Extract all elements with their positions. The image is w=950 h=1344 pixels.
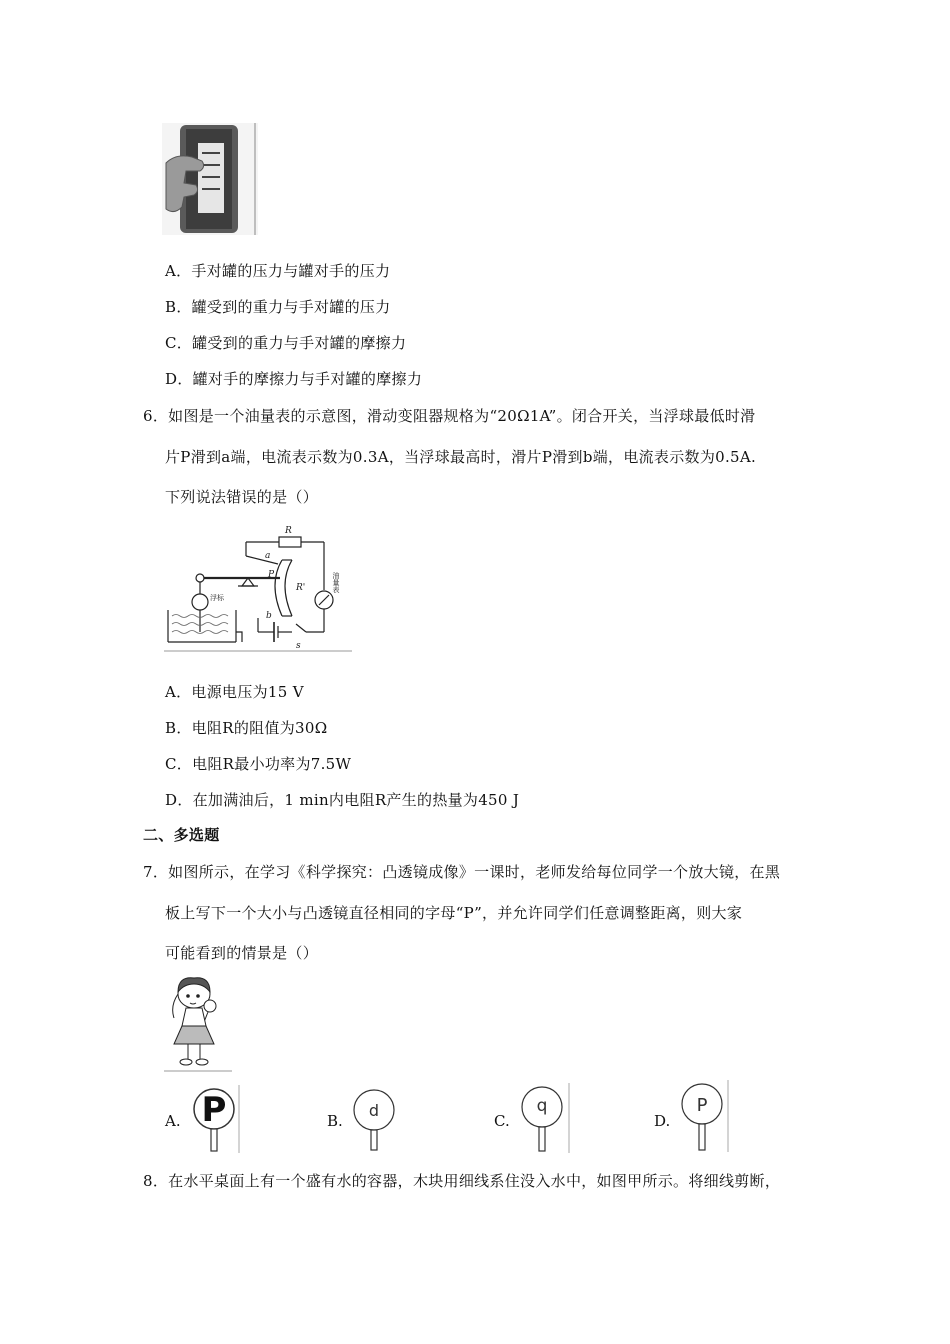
section-heading: 二、多选题 xyxy=(143,826,220,844)
q6-stem-line-1: 6．如图是一个油量表的示意图，滑动变阻器规格为“20Ω1A”。闭合开关，当浮球最低时滑 xyxy=(143,407,756,425)
q5-option-d: D．罐对手的摩擦力与手对罐的摩擦力 xyxy=(165,370,423,388)
label-s: s xyxy=(296,641,301,651)
q8-stem-line-1: 8．在水平桌面上有一个盛有水的容器，木块用细线系住没入水中，如图甲所示。将细线剪断， xyxy=(143,1172,781,1190)
q6-stem-line-2: 片P滑到a端，电流表示数为0.3A，当浮球最高时，滑片P滑到b端，电流表示数为0.5A. xyxy=(165,448,757,466)
q5-option-c: C．罐受到的重力与手对罐的摩擦力 xyxy=(165,334,407,352)
hand-holding-can-figure xyxy=(162,123,258,235)
label-b: b xyxy=(266,611,272,621)
q6-option-c: C．电阻R最小功率为7.5W xyxy=(165,755,352,773)
q7-option-a-label: A. xyxy=(165,1112,181,1130)
label-R: R xyxy=(285,526,292,536)
q7-option-b-label: B. xyxy=(327,1112,343,1130)
q7-option-d-label: D. xyxy=(654,1112,671,1130)
q7-option-c-magnifier xyxy=(518,1083,572,1153)
label-a: a xyxy=(265,551,271,561)
q7-option-a-glyph: P xyxy=(201,1090,227,1130)
q6-option-d: D．在加满油后，1 min内电阻R产生的热量为450 J xyxy=(165,791,520,809)
girl-with-magnifier-figure xyxy=(164,972,232,1072)
oil-gauge-circuit-figure xyxy=(164,520,352,652)
q6-stem-line-3: 下列说法错误的是（） xyxy=(165,488,319,506)
q7-option-b-magnifier xyxy=(350,1086,402,1152)
q7-option-c-label: C. xyxy=(494,1112,510,1130)
label-P: P xyxy=(268,570,275,580)
q7-option-b-glyph: d xyxy=(368,1101,380,1120)
q7-option-c-glyph: q xyxy=(536,1096,548,1116)
q7-option-d-glyph: P xyxy=(696,1095,708,1116)
q7-stem-line-1: 7．如图所示，在学习《科学探究：凸透镜成像》一课时，老师发给每位同学一个放大镜，在黑 xyxy=(143,863,781,881)
label-float: 浮标 xyxy=(210,594,224,602)
q5-option-b: B．罐受到的重力与手对罐的压力 xyxy=(165,298,391,316)
q5-option-a: A．手对罐的压力与罐对手的压力 xyxy=(165,262,391,280)
label-oil-meter: 油量表 xyxy=(332,572,340,593)
q7-stem-line-2: 板上写下一个大小与凸透镜直径相同的字母“P”，并允许同学们任意调整距离，则大家 xyxy=(165,904,743,922)
q7-option-a-magnifier xyxy=(190,1085,242,1153)
label-R-prime: R' xyxy=(296,583,306,593)
q7-stem-line-3: 可能看到的情景是（） xyxy=(165,944,319,962)
q6-option-b: B．电阻R的阻值为30Ω xyxy=(165,719,328,737)
q7-option-d-magnifier xyxy=(678,1080,732,1152)
q6-option-a: A．电源电压为15 V xyxy=(165,683,304,701)
